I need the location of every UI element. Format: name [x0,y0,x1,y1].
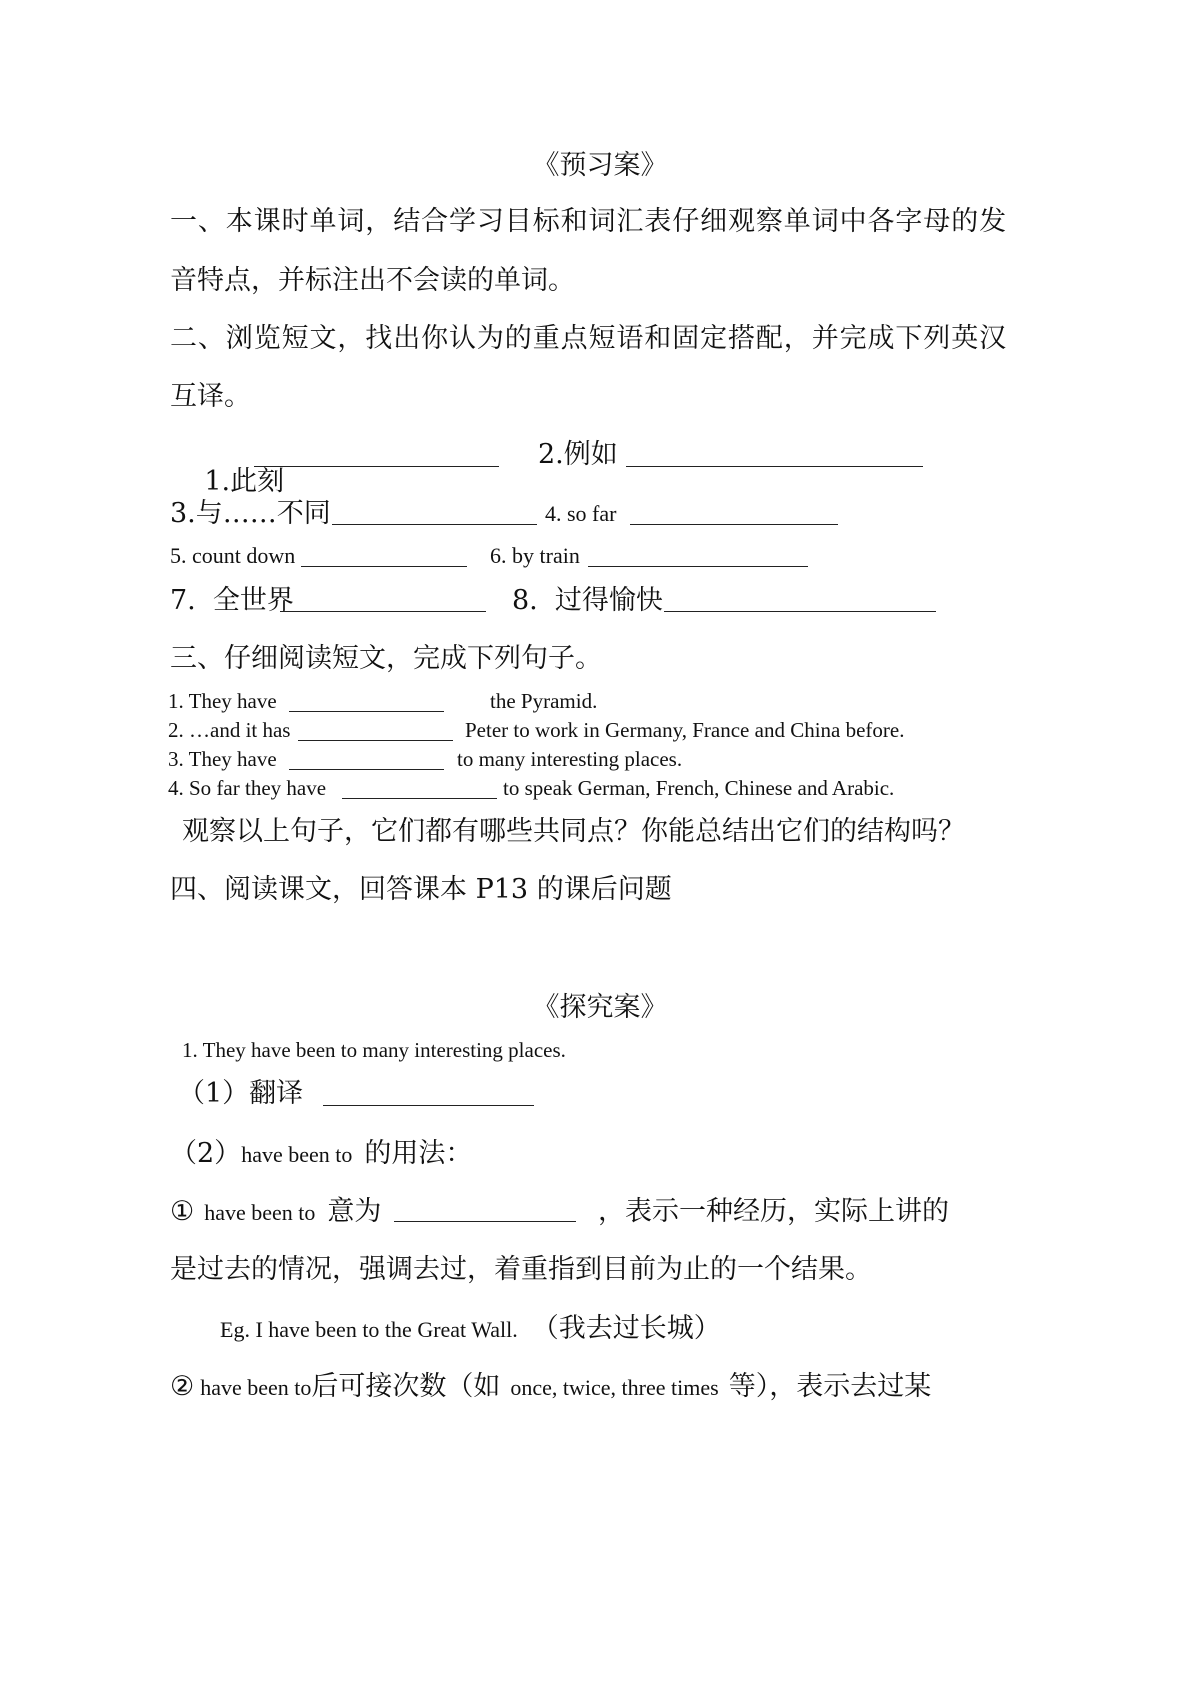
sentence-3-end: to many interesting places. [457,747,683,771]
usage-phrase: have been to [241,1142,353,1167]
item-8-label: 8. 过得愉快 [512,585,663,616]
sentence-2-end: Peter to work in Germany, France and China before. [465,718,905,742]
item-7-blank[interactable] [280,610,486,612]
sentence-2-blank[interactable] [298,739,453,741]
sentence-1-blank[interactable] [289,710,444,712]
usage-1-line-2: 是过去的情况，强调去过，着重指到目前为止的一个结果。 [170,1254,872,1285]
section-2-line-1: 二、浏览短文，找出你认为的重点短语和固定搭配，并完成下列英汉 [170,323,1007,354]
sentence-2-start: 2. …and it has [168,718,291,742]
item-7-label: 7. 全世界 [170,585,294,616]
item-2-label: 2.例如 [538,439,618,470]
usage-1-marker: ① [170,1196,195,1227]
observe-question: 观察以上句子，它们都有哪些共同点？你能总结出它们的结构吗？ [182,816,965,847]
example-english: Eg. I have been to the Great Wall. [220,1317,518,1342]
sentence-4-blank[interactable] [342,797,497,799]
usage-suffix: 的用法： [364,1138,473,1169]
section-1-line-1: 一、本课时单词，结合学习目标和词汇表仔细观察单词中各字母的发 [170,206,1007,237]
sentence-3-blank[interactable] [289,768,444,770]
sentence-1-start: 1. They have [168,689,277,713]
usage-2-examples: once, twice, three times [510,1375,719,1400]
explore-title: 《探究案》 [532,992,668,1023]
usage-2-marker: ② [170,1371,195,1402]
explore-sentence: 1. They have been to many interesting places. [182,1038,566,1062]
usage-1-phrase: have been to [204,1200,316,1225]
usage-heading [170,1140,472,1167]
item-2-blank[interactable] [626,465,923,467]
usage-1-meaning: 意为 [327,1196,382,1227]
item-4-blank[interactable] [630,523,838,525]
item-3-blank[interactable] [332,523,537,525]
usage-2-phrase: have been to [200,1375,312,1400]
item-8-blank[interactable] [664,610,936,612]
item-5-blank[interactable] [301,565,467,567]
example-chinese: （我去过长城） [531,1313,721,1344]
usage-2-end: 等），表示去过某 [728,1371,932,1402]
example-line [220,1315,721,1342]
sentence-1-end: the Pyramid. [490,689,598,713]
usage-1-description: ，表示一种经历，实际上讲的 [598,1196,949,1227]
sentence-4-start: 4. So far they have [168,776,327,800]
sentence-3-start: 3. They have [168,747,277,771]
section-4-text: 四、阅读课文，回答课本 P13 的课后问题 [170,874,672,905]
usage-1-line-1 [170,1198,381,1225]
usage-number: （2） [170,1138,242,1169]
item-1-blank[interactable] [254,465,499,467]
section-2-line-2: 互译。 [170,381,251,412]
item-3-label: 3.与……不同 [170,498,331,529]
sentence-4-end: to speak German, French, Chinese and Arabic. [503,776,895,800]
item-6-blank[interactable] [588,565,808,567]
usage-1-blank[interactable] [394,1220,576,1222]
item-4-label: 4. so far [545,501,617,526]
preview-title: 《预习案》 [532,150,668,181]
usage-2-text: 后可接次数（如 [311,1371,501,1402]
usage-2-line-1 [170,1373,931,1400]
section-3-heading: 三、仔细阅读短文，完成下列句子。 [170,643,602,674]
section-1-line-2: 音特点，并标注出不会读的单词。 [170,265,575,296]
item-1-label: 1.此刻 [204,466,285,497]
item-5-label: 5. count down [170,543,296,568]
translate-blank[interactable] [323,1104,534,1106]
translate-label: （1）翻译 [178,1078,304,1109]
item-6-label: 6. by train [490,543,580,568]
